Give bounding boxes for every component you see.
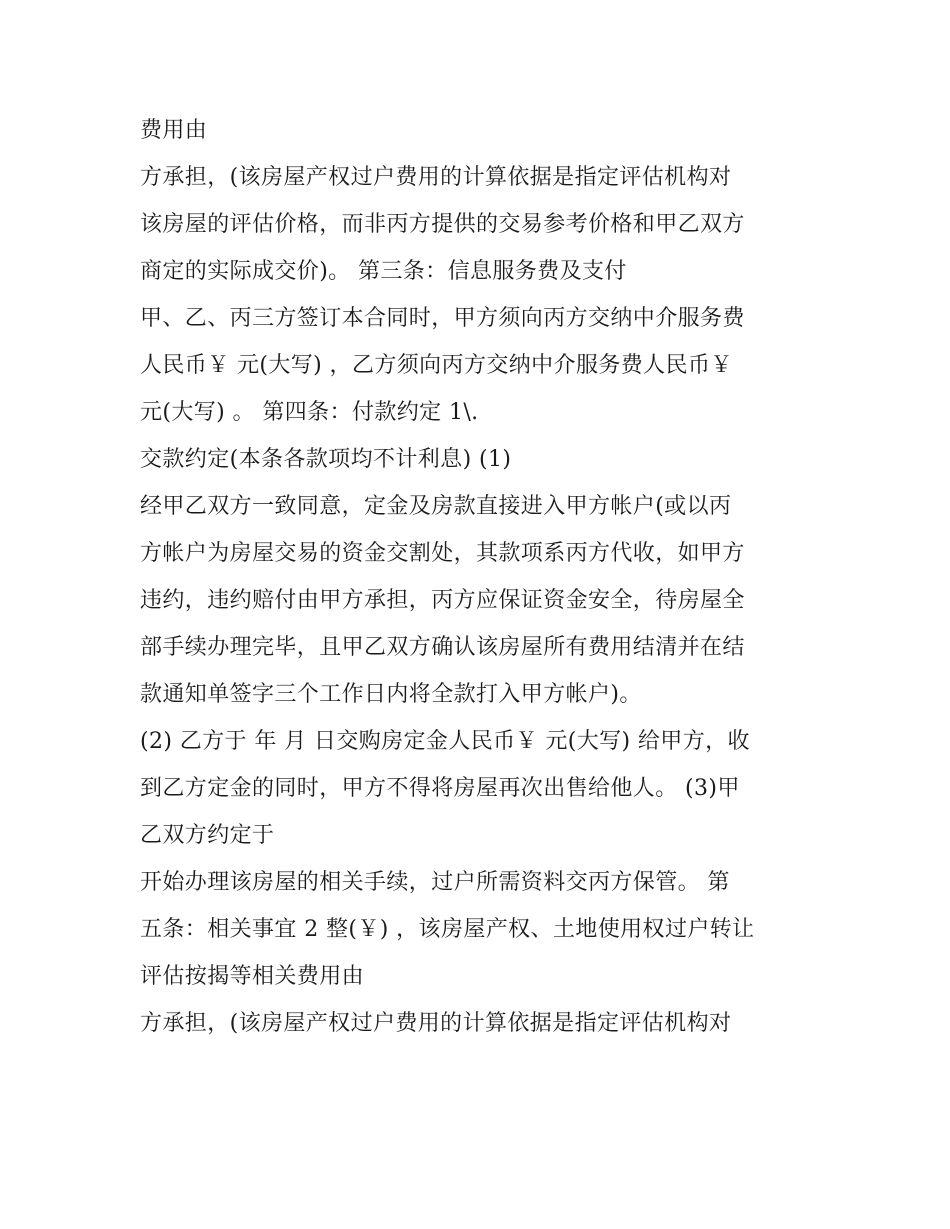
text-line: 方帐户为房屋交易的资金交割处，其款项系丙方代收，如甲方 xyxy=(140,541,745,566)
text-line: 部手续办理完毕，且甲乙双方确认该房屋所有费用结清并在结 xyxy=(140,635,745,660)
text-line: 方承担，(该房屋产权过户费用的计算依据是指定评估机构对 xyxy=(140,1011,732,1036)
text-line: 交款约定(本条各款项均不计利息) (1) xyxy=(140,447,512,472)
text-line: 开始办理该房屋的相关手续，过户所需资料交丙方保管。 第 xyxy=(140,870,730,895)
document-body xyxy=(140,107,820,1047)
text-line: 评估按揭等相关费用由 xyxy=(140,964,365,989)
text-line: 甲、乙、丙三方签订本合同时，甲方须向丙方交纳中介服务费 xyxy=(140,306,745,331)
text-line: 经甲乙双方一致同意，定金及房款直接进入甲方帐户(或以丙 xyxy=(140,494,732,519)
text-line: 款通知单签字三个工作日内将全款打入甲方帐户)。 xyxy=(140,682,642,707)
text-line: 五条：相关事宜 2 整(￥) ，该房屋产权、土地使用权过户转让 xyxy=(140,917,755,942)
text-line: 费用由 xyxy=(140,118,208,143)
text-line: 到乙方定金的同时，甲方不得将房屋再次出售给他人。 (3)甲 xyxy=(140,776,740,801)
text-line: 违约，违约赔付由甲方承担，丙方应保证资金安全，待房屋全 xyxy=(140,588,745,613)
text-line: 人民币￥ 元(大写) ，乙方须向丙方交纳中介服务费人民币￥ xyxy=(140,353,733,378)
text-line: 乙双方约定于 xyxy=(140,823,275,848)
text-line: 商定的实际成交价)。 第三条：信息服务费及支付 xyxy=(140,259,627,284)
text-line: 方承担，(该房屋产权过户费用的计算依据是指定评估机构对 xyxy=(140,165,732,190)
text-line: 该房屋的评估价格，而非丙方提供的交易参考价格和甲乙双方 xyxy=(140,212,745,237)
text-line: (2) 乙方于 年 月 日交购房定金人民币￥ 元(大写) 给甲方，收 xyxy=(140,729,750,754)
text-line: 元(大写) 。 第四条：付款约定 1\. xyxy=(140,400,479,425)
